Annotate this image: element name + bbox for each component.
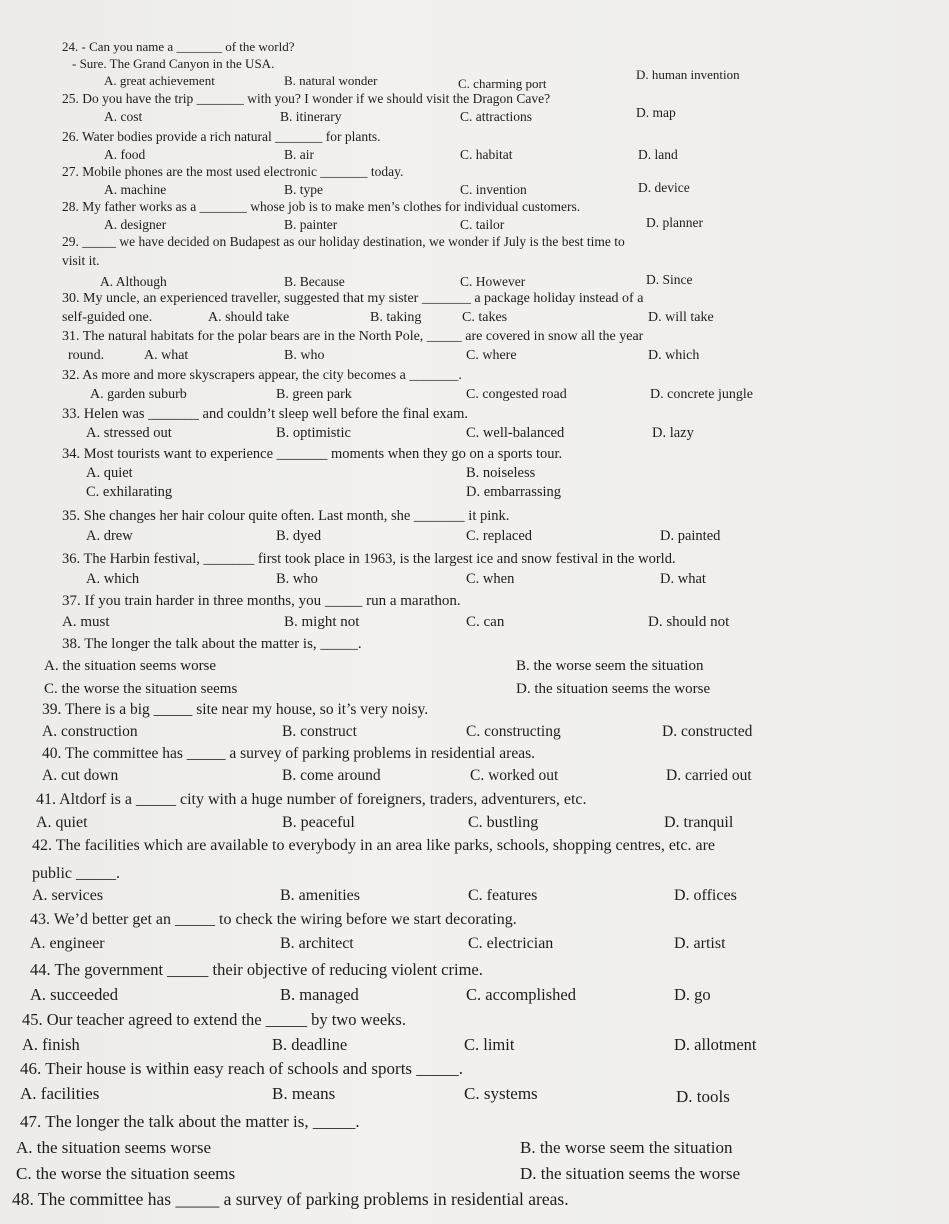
option-a[interactable]: A. the situation seems worse: [16, 1138, 211, 1157]
option-c[interactable]: C. exhilarating: [86, 484, 173, 500]
option-c[interactable]: C. systems: [464, 1084, 538, 1103]
question-43: [0, 908, 949, 956]
option-b[interactable]: B. deadline: [272, 1035, 348, 1054]
option-a[interactable]: A. the situation seems worse: [44, 658, 217, 674]
question-24: [0, 38, 949, 89]
question-stem: 25. Do you have the trip _______ with you? I wonder if we should visit the Dragon Cave?: [62, 91, 551, 106]
option-a[interactable]: A. Although: [100, 274, 167, 289]
option-d[interactable]: D. go: [674, 985, 711, 1004]
option-c[interactable]: C. worked out: [470, 767, 559, 784]
option-b[interactable]: B. who: [276, 571, 318, 587]
question-33: [0, 405, 949, 443]
option-a[interactable]: A. what: [144, 348, 189, 363]
question-40: [0, 743, 949, 787]
question-44: [0, 957, 949, 1007]
option-b[interactable]: B. means: [272, 1084, 336, 1103]
question-36: [0, 549, 949, 589]
option-b[interactable]: B. construct: [282, 723, 357, 740]
option-a[interactable]: A. quiet: [86, 465, 133, 481]
option-c[interactable]: C. constructing: [466, 723, 561, 740]
option-a[interactable]: A. quiet: [36, 814, 88, 831]
option-a[interactable]: A. should take: [208, 310, 290, 325]
option-a[interactable]: A. services: [32, 887, 104, 904]
option-c[interactable]: C. electrician: [468, 935, 554, 952]
option-c[interactable]: C. well-balanced: [466, 425, 565, 441]
question-28: [0, 198, 949, 234]
option-a[interactable]: A. which: [86, 571, 140, 587]
option-d[interactable]: D. concrete jungle: [650, 387, 754, 402]
question-stem: 45. Our teacher agreed to extend the _____ by two weeks.: [22, 1010, 406, 1029]
question-stem: round.: [68, 348, 105, 363]
option-d[interactable]: D. the situation seems the worse: [516, 681, 711, 697]
option-d[interactable]: D. planner: [646, 215, 703, 230]
question-29: [0, 232, 949, 289]
question-41: [0, 788, 949, 834]
option-d[interactable]: D. embarrassing: [466, 484, 562, 500]
option-c[interactable]: C. where: [466, 348, 517, 363]
option-a[interactable]: A. engineer: [30, 935, 105, 952]
option-d[interactable]: D. tools: [676, 1087, 730, 1106]
option-c[interactable]: C. the worse the situation seems: [16, 1164, 236, 1183]
question-stem: 35. She changes her hair colour quite often. Last month, she _______ it pink.: [62, 508, 510, 524]
option-b[interactable]: B. dyed: [276, 528, 322, 544]
option-d[interactable]: D. allotment: [674, 1035, 757, 1054]
option-b[interactable]: B. Because: [284, 274, 345, 289]
question-31: [0, 327, 949, 365]
option-c[interactable]: C. invention: [460, 182, 527, 197]
option-b[interactable]: B. natural wonder: [284, 73, 378, 88]
option-b[interactable]: B. the worse seem the situation: [520, 1138, 733, 1157]
option-d[interactable]: D. lazy: [652, 425, 694, 441]
question-stem: 30. My uncle, an experienced traveller, suggested that my sister _______ a package holiday instead of a: [62, 291, 644, 306]
option-d[interactable]: D. will take: [648, 310, 714, 325]
option-a[interactable]: A. machine: [104, 182, 167, 197]
option-b[interactable]: B. itinerary: [280, 109, 342, 124]
option-b[interactable]: B. taking: [370, 310, 422, 325]
option-d[interactable]: D. carried out: [666, 767, 752, 784]
option-c[interactable]: C. takes: [462, 310, 508, 325]
option-a[interactable]: A. drew: [86, 528, 133, 544]
option-c[interactable]: C. However: [460, 274, 526, 289]
question-26: [0, 128, 949, 164]
option-b[interactable]: B. come around: [282, 767, 381, 784]
option-c[interactable]: C. tailor: [460, 217, 505, 232]
question-25: [0, 90, 949, 126]
question-45: [0, 1007, 949, 1057]
option-b[interactable]: B. type: [284, 182, 323, 197]
question-stem: 34. Most tourists want to experience _______ moments when they go on a sports tour.: [62, 446, 563, 462]
question-30: [0, 289, 949, 327]
option-d[interactable]: D. artist: [674, 935, 726, 952]
option-d[interactable]: D. tranquil: [664, 814, 734, 831]
question-39: [0, 699, 949, 743]
option-b[interactable]: B. who: [284, 348, 325, 363]
question-stem: 24. - Can you name a _______ of the world?: [62, 39, 295, 54]
question-42: [0, 834, 949, 906]
question-48: [0, 1186, 949, 1212]
question-stem: 32. As more and more skyscrapers appear, the city becomes a _______.: [62, 368, 462, 383]
option-d[interactable]: D. constructed: [662, 723, 753, 740]
option-c[interactable]: C. limit: [464, 1035, 515, 1054]
option-c[interactable]: C. congested road: [466, 387, 567, 402]
question-35: [0, 506, 949, 546]
question-stem: 43. We’d better get an _____ to check the wiring before we start decorating.: [30, 911, 517, 928]
option-c[interactable]: C. features: [468, 887, 538, 904]
question-stem: 31. The natural habitats for the polar bears are in the North Pole, _____ are covered in snow all the year: [62, 329, 644, 344]
question-stem: 38. The longer the talk about the matter is, _____.: [62, 636, 362, 652]
option-a[interactable]: A. great achievement: [104, 73, 215, 88]
option-b[interactable]: B. painter: [284, 217, 338, 232]
question-stem: 36. The Harbin festival, _______ first took place in 1963, is the largest ice and snow festival in the world.: [62, 551, 676, 567]
option-c[interactable]: C. when: [466, 571, 515, 587]
question-stem: 26. Water bodies provide a rich natural _______ for plants.: [62, 129, 381, 144]
question-stem: self-guided one.: [62, 310, 153, 325]
question-stem: 42. The facilities which are available to everybody in an area like parks, schools, shopping centres, etc. are: [32, 837, 716, 854]
option-b[interactable]: B. green park: [276, 387, 352, 402]
option-d[interactable]: D. map: [636, 105, 676, 120]
option-d[interactable]: D. should not: [648, 614, 730, 630]
option-d[interactable]: D. which: [648, 348, 700, 363]
option-c[interactable]: C. can: [466, 614, 505, 630]
option-d[interactable]: D. land: [638, 147, 678, 162]
option-b[interactable]: B. optimistic: [276, 425, 351, 441]
question-stem: 28. My father works as a _______ whose job is to make men’s clothes for individual customers.: [62, 199, 581, 214]
option-a[interactable]: A. construction: [42, 723, 138, 740]
option-a[interactable]: A. cost: [104, 109, 143, 124]
option-d[interactable]: D. painted: [660, 528, 721, 544]
option-b[interactable]: B. amenities: [280, 887, 360, 904]
question-stem: 47. The longer the talk about the matter is, _____.: [20, 1112, 360, 1131]
question-stem: 37. If you train harder in three months, you _____ run a marathon.: [62, 593, 461, 609]
option-b[interactable]: B. might not: [284, 614, 360, 630]
option-b[interactable]: B. the worse seem the situation: [516, 658, 704, 674]
option-d[interactable]: D. device: [638, 180, 690, 195]
option-a[interactable]: A. garden suburb: [90, 387, 187, 402]
question-stem: public _____.: [32, 865, 120, 882]
option-a[interactable]: A. cut down: [42, 767, 119, 784]
question-stem: - Sure. The Grand Canyon in the USA.: [72, 56, 275, 71]
question-stem: 46. Their house is within easy reach of schools and sports _____.: [20, 1059, 464, 1078]
option-b[interactable]: B. architect: [280, 935, 354, 952]
option-d[interactable]: D. Since: [646, 272, 693, 287]
option-d[interactable]: D. offices: [674, 887, 737, 904]
question-stem: 40. The committee has _____ a survey of parking problems in residential areas.: [42, 745, 535, 762]
question-stem: 39. There is a big _____ site near my house, so it’s very noisy.: [42, 701, 429, 718]
option-b[interactable]: B. managed: [280, 985, 359, 1004]
option-c[interactable]: C. attractions: [460, 109, 532, 124]
question-46: [0, 1056, 949, 1106]
question-stem: 44. The government _____ their objective of reducing violent crime.: [30, 960, 483, 979]
question-stem: 41. Altdorf is a _____ city with a huge number of foreigners, traders, adventurers, etc.: [36, 791, 587, 808]
question-38: [0, 634, 949, 701]
question-stem: 48. The committee has _____ a survey of parking problems in residential areas.: [12, 1189, 569, 1209]
option-c[interactable]: C. habitat: [460, 147, 513, 162]
option-b[interactable]: B. air: [284, 147, 314, 162]
question-37: [0, 591, 949, 633]
option-c[interactable]: C. charming port: [458, 76, 547, 91]
question-stem: 33. Helen was _______ and couldn’t sleep well before the final exam.: [62, 406, 469, 422]
option-a[interactable]: A. designer: [104, 217, 167, 232]
option-c[interactable]: C. bustling: [468, 814, 539, 831]
option-a[interactable]: A. finish: [22, 1035, 80, 1054]
option-d[interactable]: D. the situation seems the worse: [520, 1164, 741, 1183]
option-a[interactable]: A. must: [62, 614, 110, 630]
question-34: [0, 445, 949, 502]
option-b[interactable]: B. noiseless: [466, 465, 536, 481]
option-a[interactable]: A. stressed out: [86, 425, 172, 441]
option-c[interactable]: C. accomplished: [466, 985, 576, 1004]
option-d[interactable]: D. what: [660, 571, 706, 587]
question-stem: visit it.: [62, 253, 100, 268]
option-a[interactable]: A. facilities: [20, 1084, 100, 1103]
option-a[interactable]: A. food: [104, 147, 146, 162]
question-32: [0, 366, 949, 404]
option-c[interactable]: C. replaced: [466, 528, 533, 544]
option-c[interactable]: C. the worse the situation seems: [44, 681, 238, 697]
option-a[interactable]: A. succeeded: [30, 985, 118, 1004]
question-47: [0, 1109, 949, 1187]
option-d[interactable]: D. human invention: [636, 67, 740, 82]
question-27: [0, 163, 949, 199]
question-stem: 27. Mobile phones are the most used electronic _______ today.: [62, 164, 404, 179]
option-b[interactable]: B. peaceful: [282, 814, 355, 831]
question-stem: 29. _____ we have decided on Budapest as our holiday destination, we wonder if July is the best time to: [62, 234, 625, 249]
